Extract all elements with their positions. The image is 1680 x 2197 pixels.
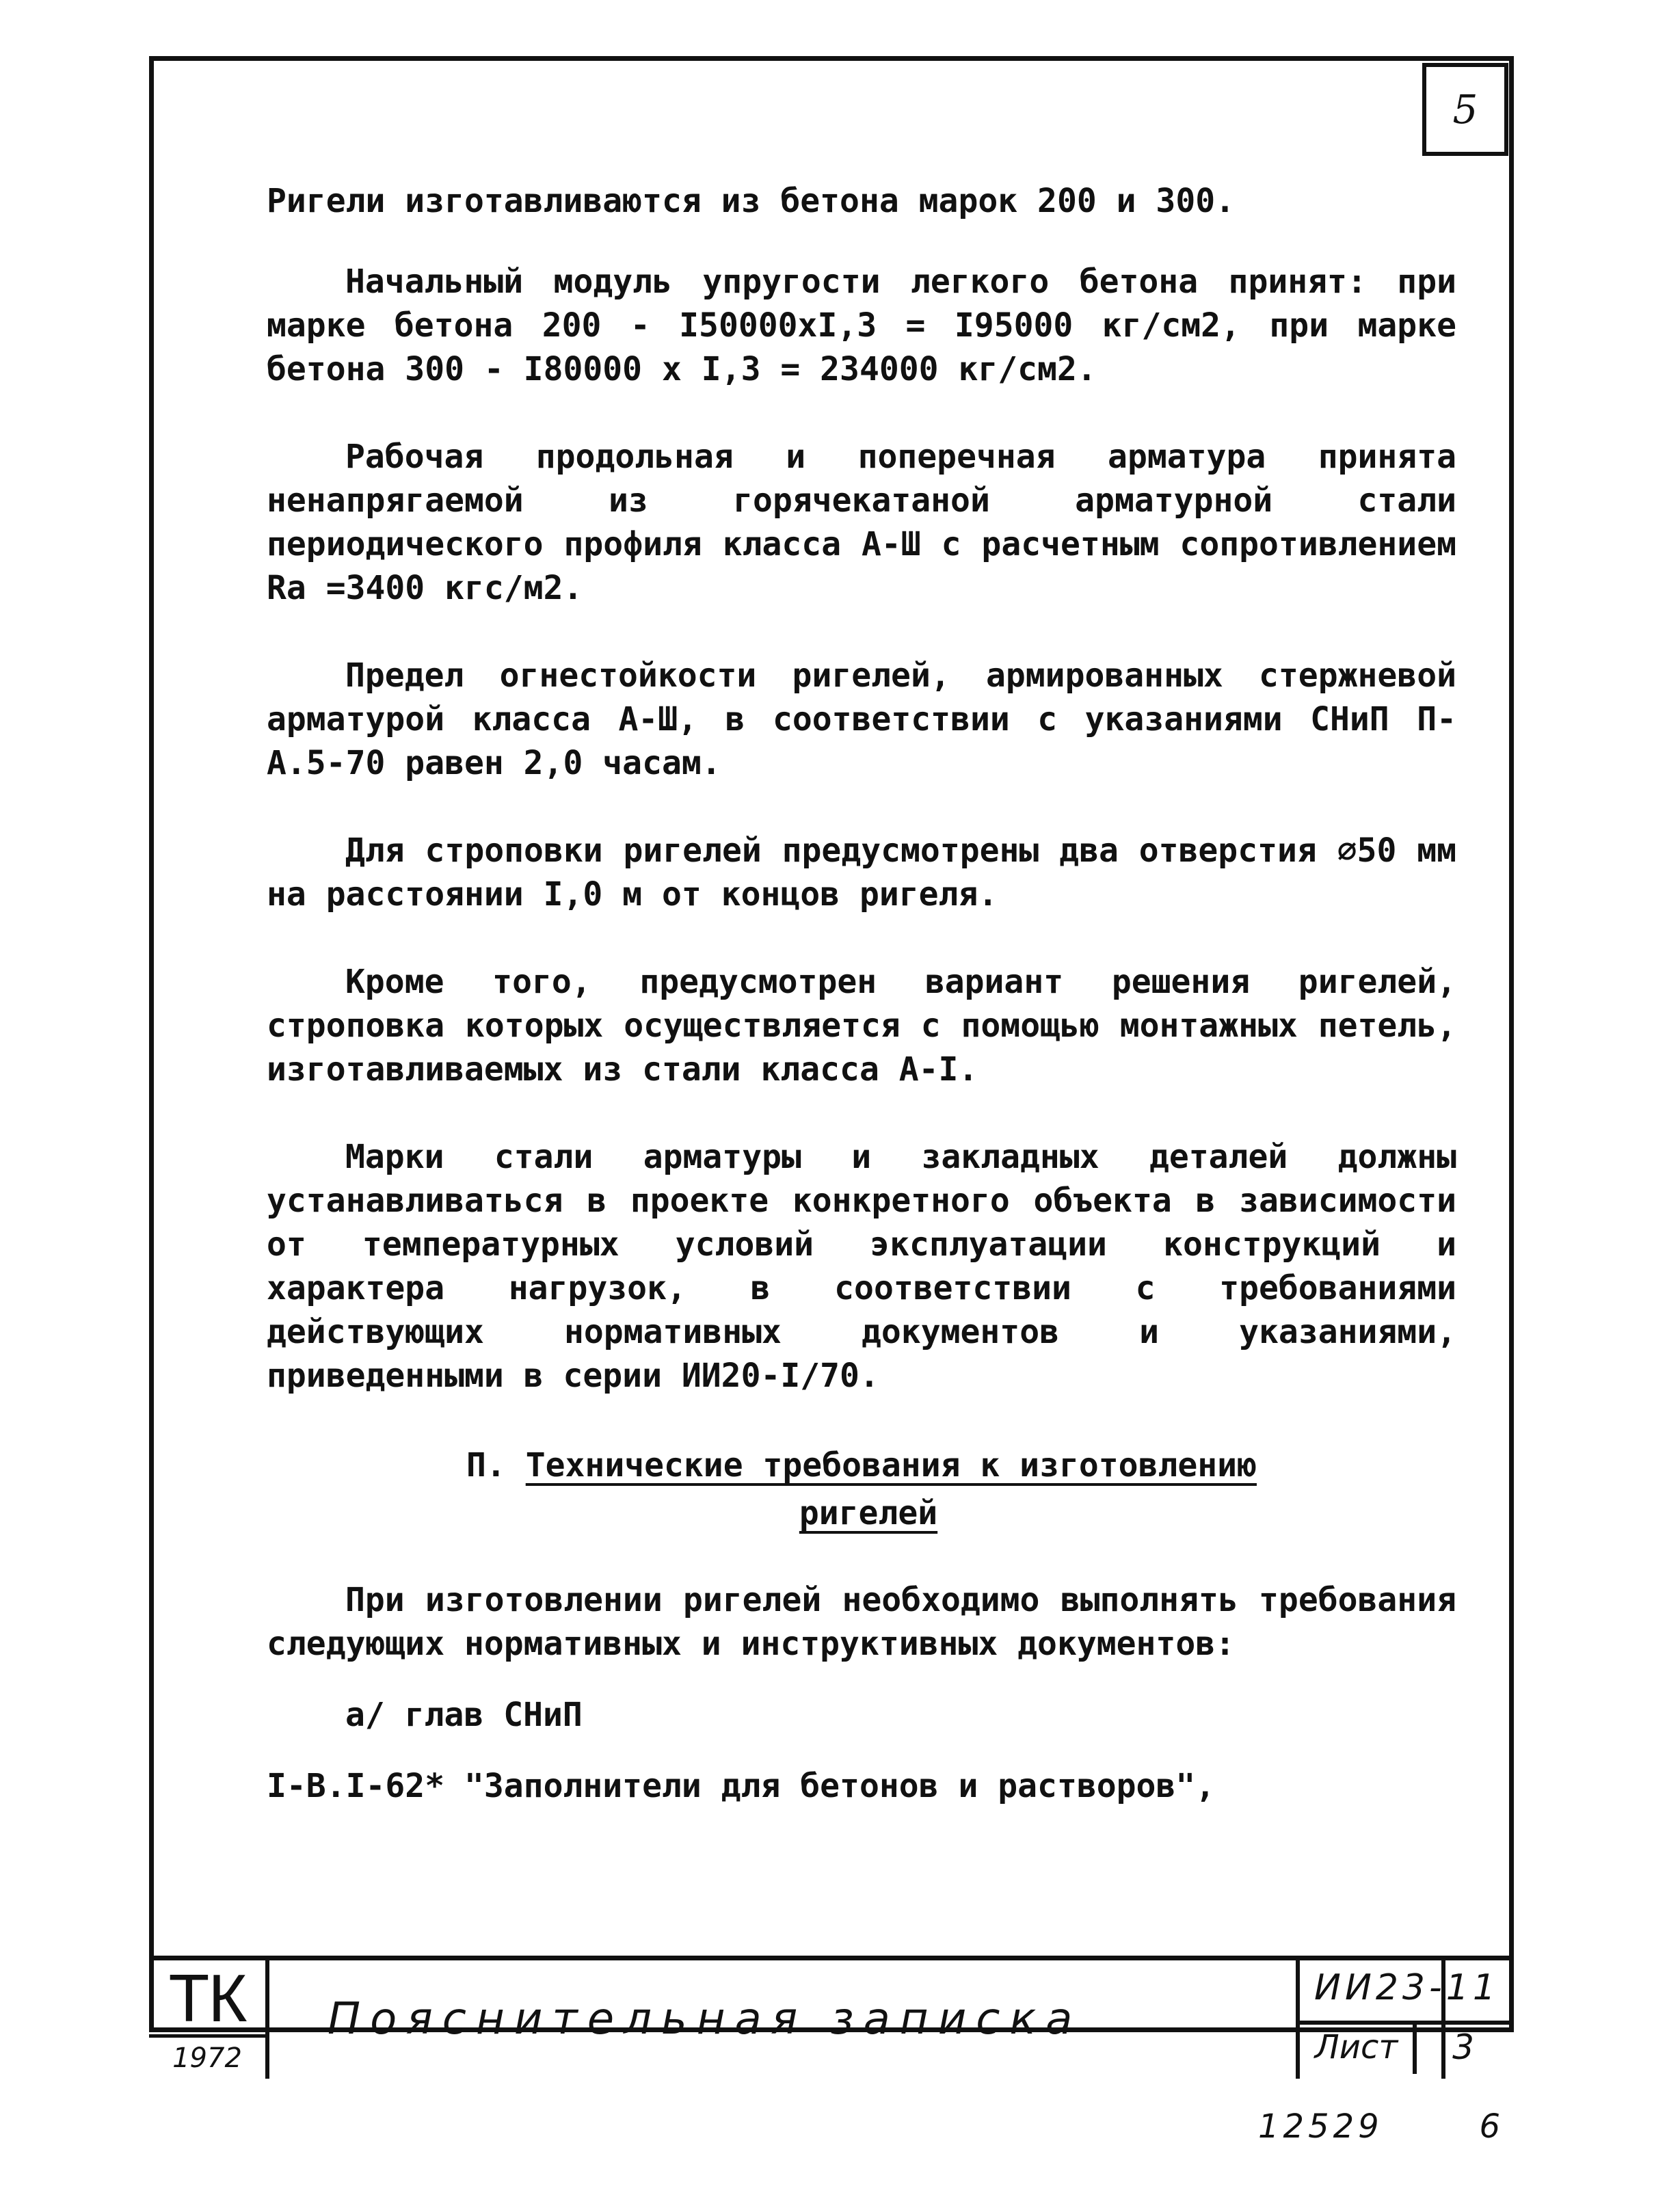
inventory-number: 12529 bbox=[1258, 2107, 1383, 2146]
title-block-right bbox=[1296, 1956, 1514, 2079]
paragraph-1: Ригели изготавливаются из бетона марок 200 и 300. bbox=[267, 182, 1236, 220]
section-title-line-2: ригелей bbox=[799, 1494, 938, 1532]
document-title: Пояснительная записка bbox=[269, 1960, 1445, 2079]
year-cell: 1972 bbox=[149, 2038, 269, 2079]
section-number: П. bbox=[466, 1446, 506, 1484]
paragraph-3: Рабочая продольная и поперечная арматура принята ненапрягаемой из горячекатаной арматурной стали периодического профиля класса А-Ш с расчетным сопротивлением Rа =3400 кгс/м2. bbox=[267, 438, 1456, 607]
footer-note bbox=[1258, 2107, 1504, 2146]
paragraph-5: Для строповки ригелей предусмотрены два отверстия ∅50 мм на расстоянии I,0 м от концов ригеля. bbox=[267, 831, 1456, 914]
page-corner-number: 5 bbox=[1422, 63, 1508, 156]
paragraph-8: При изготовлении ригелей необходимо выполнять требования следующих нормативных и инструктивных документов: bbox=[267, 1581, 1456, 1663]
paragraph-4: Предел огнестойкости ригелей, армированных стержневой арматурой класса А-Ш, в соответствии с указаниями СНиП П-А.5-70 равен 2,0 часам. bbox=[267, 656, 1456, 782]
main-text bbox=[267, 179, 1456, 1835]
extra-number: 6 bbox=[1479, 2107, 1504, 2146]
paragraph-10: I-В.I-62* "Заполнители для бетонов и растворов", bbox=[267, 1767, 1216, 1805]
paragraph-9: а/ глав СНиП bbox=[345, 1696, 583, 1734]
paragraph-2: Начальный модуль упругости легкого бетона принят: при марке бетона 200 - I50000хI,3 = I95000 кг/см2, при марке бетона 300 - I80000 х I,3 = 234000 кг/см2. bbox=[267, 263, 1456, 388]
sheet-label: Лист bbox=[1300, 2021, 1417, 2074]
organization-logo: ТК bbox=[149, 1960, 269, 2038]
sheet-number: 3 bbox=[1452, 2027, 1474, 2067]
paragraph-7: Марки стали арматуры и закладных деталей должны устанавливаться в проекте конкретного объекта в зависимости от температурных условий эксплуатации конструкций и характера нагрузок, в соответствии с требованиями действующих нормативных документов и указаниями, приведенными в серии ИИ20-I/70. bbox=[267, 1138, 1456, 1395]
document-code: ИИ23-11 bbox=[1300, 1956, 1514, 2025]
section-title-line-1: Технические требования к изготовлению bbox=[525, 1446, 1257, 1484]
paragraph-6: Кроме того, предусмотрен вариант решения ригелей, строповка которых осуществляется с помощью монтажных петель, изготавливаемых из стали класса А-I. bbox=[267, 963, 1456, 1089]
section-heading bbox=[267, 1441, 1456, 1537]
